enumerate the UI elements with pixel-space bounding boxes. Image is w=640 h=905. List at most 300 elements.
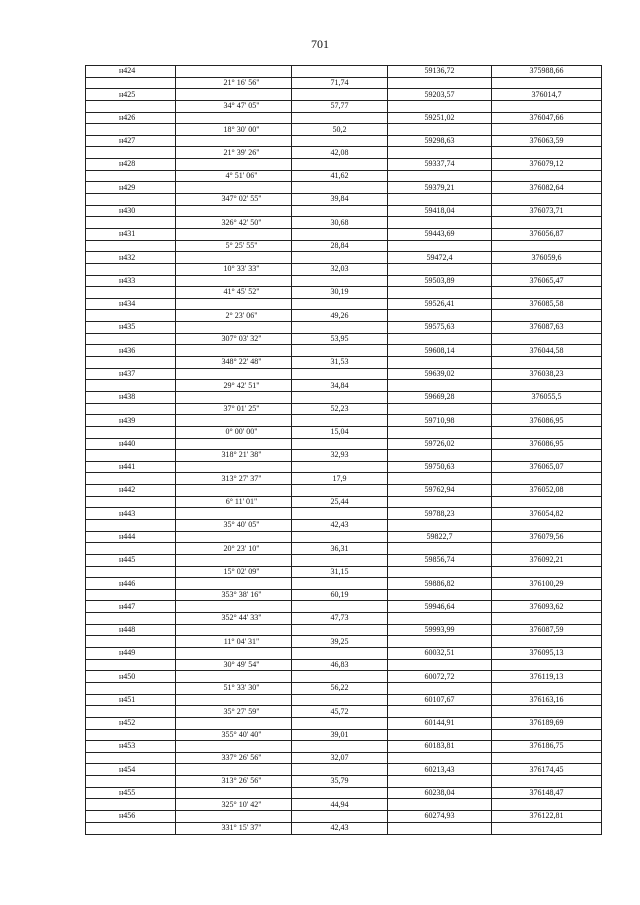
x-coordinate: 60238,04 — [388, 787, 492, 799]
segment-row — [86, 147, 602, 159]
empty-cell — [292, 438, 388, 450]
empty-cell — [176, 648, 292, 660]
point-id: н453 — [86, 741, 176, 753]
empty-cell — [176, 368, 292, 380]
segment-row — [86, 799, 602, 811]
segment-length: 30,68 — [292, 217, 388, 229]
point-row — [86, 112, 602, 124]
empty-cell — [176, 624, 292, 636]
point-row — [86, 694, 602, 706]
empty-cell — [176, 601, 292, 613]
x-coordinate: 59443,69 — [388, 228, 492, 240]
empty-cell — [492, 124, 602, 136]
empty-cell — [86, 380, 176, 392]
y-coordinate: 376044,58 — [492, 345, 602, 357]
x-coordinate: 60183,81 — [388, 741, 492, 753]
segment-row — [86, 240, 602, 252]
empty-cell — [292, 252, 388, 264]
segment-row — [86, 636, 602, 648]
segment-length: 71,74 — [292, 77, 388, 89]
empty-cell — [388, 822, 492, 834]
point-id: н430 — [86, 205, 176, 217]
empty-cell — [492, 659, 602, 671]
direction-angle: 11° 04' 31" — [176, 636, 292, 648]
empty-cell — [292, 624, 388, 636]
empty-cell — [388, 147, 492, 159]
direction-angle: 15° 02' 09" — [176, 566, 292, 578]
empty-cell — [292, 182, 388, 194]
segment-length: 31,53 — [292, 357, 388, 369]
empty-cell — [292, 461, 388, 473]
empty-cell — [388, 100, 492, 112]
x-coordinate: 59750,63 — [388, 461, 492, 473]
x-coordinate: 59503,89 — [388, 275, 492, 287]
segment-row — [86, 682, 602, 694]
empty-cell — [388, 403, 492, 415]
direction-angle: 331° 15' 37" — [176, 822, 292, 834]
point-id: н425 — [86, 89, 176, 101]
empty-cell — [86, 147, 176, 159]
empty-cell — [292, 322, 388, 334]
point-row — [86, 531, 602, 543]
point-id: н452 — [86, 717, 176, 729]
empty-cell — [388, 729, 492, 741]
empty-cell — [86, 473, 176, 485]
empty-cell — [492, 194, 602, 206]
point-id: н454 — [86, 764, 176, 776]
direction-angle: 307° 03' 32" — [176, 333, 292, 345]
segment-length: 50,2 — [292, 124, 388, 136]
empty-cell — [292, 787, 388, 799]
empty-cell — [176, 438, 292, 450]
empty-cell — [86, 566, 176, 578]
empty-cell — [86, 287, 176, 299]
empty-cell — [492, 147, 602, 159]
empty-cell — [492, 566, 602, 578]
empty-cell — [86, 613, 176, 625]
segment-row — [86, 450, 602, 462]
segment-row — [86, 287, 602, 299]
empty-cell — [492, 822, 602, 834]
empty-cell — [492, 357, 602, 369]
point-row — [86, 787, 602, 799]
empty-cell — [388, 426, 492, 438]
empty-cell — [492, 799, 602, 811]
y-coordinate: 376065,47 — [492, 275, 602, 287]
x-coordinate: 60072,72 — [388, 671, 492, 683]
empty-cell — [86, 194, 176, 206]
direction-angle: 51° 33' 30" — [176, 682, 292, 694]
point-id: н444 — [86, 531, 176, 543]
segment-length: 32,07 — [292, 752, 388, 764]
empty-cell — [492, 240, 602, 252]
empty-cell — [292, 485, 388, 497]
empty-cell — [176, 252, 292, 264]
empty-cell — [292, 694, 388, 706]
segment-length: 46,83 — [292, 659, 388, 671]
empty-cell — [176, 787, 292, 799]
empty-cell — [86, 240, 176, 252]
segment-length: 39,25 — [292, 636, 388, 648]
empty-cell — [492, 543, 602, 555]
point-row — [86, 624, 602, 636]
empty-cell — [292, 415, 388, 427]
segment-row — [86, 729, 602, 741]
x-coordinate: 59472,4 — [388, 252, 492, 264]
point-id: н450 — [86, 671, 176, 683]
x-coordinate: 59639,02 — [388, 368, 492, 380]
empty-cell — [292, 671, 388, 683]
empty-cell — [492, 613, 602, 625]
direction-angle: 5° 25' 55" — [176, 240, 292, 252]
empty-cell — [86, 496, 176, 508]
empty-cell — [176, 159, 292, 171]
empty-cell — [492, 217, 602, 229]
empty-cell — [86, 310, 176, 322]
empty-cell — [292, 391, 388, 403]
point-row — [86, 322, 602, 334]
empty-cell — [388, 566, 492, 578]
empty-cell — [86, 543, 176, 555]
x-coordinate: 60107,67 — [388, 694, 492, 706]
point-id: н432 — [86, 252, 176, 264]
empty-cell — [388, 310, 492, 322]
direction-angle: 352° 44' 33" — [176, 613, 292, 625]
segment-row — [86, 589, 602, 601]
empty-cell — [86, 799, 176, 811]
direction-angle: 353° 38' 16" — [176, 589, 292, 601]
direction-angle: 41° 45' 52" — [176, 287, 292, 299]
x-coordinate: 59993,99 — [388, 624, 492, 636]
x-coordinate: 59886,82 — [388, 578, 492, 590]
empty-cell — [492, 473, 602, 485]
y-coordinate: 376186,75 — [492, 741, 602, 753]
empty-cell — [292, 508, 388, 520]
segment-length: 28,84 — [292, 240, 388, 252]
y-coordinate: 376093,62 — [492, 601, 602, 613]
point-row — [86, 508, 602, 520]
direction-angle: 37° 01' 25" — [176, 403, 292, 415]
segment-length: 35,79 — [292, 776, 388, 788]
empty-cell — [292, 717, 388, 729]
point-row — [86, 415, 602, 427]
y-coordinate: 376095,13 — [492, 648, 602, 660]
point-row — [86, 485, 602, 497]
direction-angle: 4° 51' 06" — [176, 170, 292, 182]
empty-cell — [492, 729, 602, 741]
empty-cell — [86, 357, 176, 369]
segment-row — [86, 263, 602, 275]
empty-cell — [388, 496, 492, 508]
segment-row — [86, 752, 602, 764]
empty-cell — [492, 403, 602, 415]
empty-cell — [388, 124, 492, 136]
empty-cell — [176, 811, 292, 823]
direction-angle: 313° 27' 37" — [176, 473, 292, 485]
point-id: н446 — [86, 578, 176, 590]
page-number: 701 — [311, 37, 329, 51]
y-coordinate: 376086,95 — [492, 438, 602, 450]
empty-cell — [388, 589, 492, 601]
segment-length: 42,43 — [292, 519, 388, 531]
direction-angle: 30° 49' 54" — [176, 659, 292, 671]
x-coordinate: 59203,57 — [388, 89, 492, 101]
empty-cell — [176, 182, 292, 194]
empty-cell — [388, 77, 492, 89]
point-id: н439 — [86, 415, 176, 427]
direction-angle: 337° 26' 56" — [176, 752, 292, 764]
empty-cell — [388, 659, 492, 671]
x-coordinate: 60032,51 — [388, 648, 492, 660]
segment-row — [86, 426, 602, 438]
x-coordinate: 59418,04 — [388, 205, 492, 217]
empty-cell — [492, 636, 602, 648]
y-coordinate: 376079,56 — [492, 531, 602, 543]
direction-angle: 21° 39' 26" — [176, 147, 292, 159]
point-id: н426 — [86, 112, 176, 124]
y-coordinate: 376047,66 — [492, 112, 602, 124]
empty-cell — [492, 706, 602, 718]
empty-cell — [176, 485, 292, 497]
direction-angle: 10° 33' 33" — [176, 263, 292, 275]
empty-cell — [86, 217, 176, 229]
point-row — [86, 159, 602, 171]
empty-cell — [86, 659, 176, 671]
point-id: н442 — [86, 485, 176, 497]
point-id: н441 — [86, 461, 176, 473]
y-coordinate: 376122,81 — [492, 811, 602, 823]
empty-cell — [492, 776, 602, 788]
empty-cell — [388, 519, 492, 531]
y-coordinate: 376087,59 — [492, 624, 602, 636]
point-id: н455 — [86, 787, 176, 799]
empty-cell — [176, 205, 292, 217]
empty-cell — [492, 426, 602, 438]
x-coordinate: 59726,02 — [388, 438, 492, 450]
empty-cell — [388, 380, 492, 392]
y-coordinate: 376059,6 — [492, 252, 602, 264]
segment-length: 15,04 — [292, 426, 388, 438]
point-id: н456 — [86, 811, 176, 823]
y-coordinate: 376054,82 — [492, 508, 602, 520]
empty-cell — [176, 415, 292, 427]
empty-cell — [176, 228, 292, 240]
empty-cell — [176, 717, 292, 729]
empty-cell — [492, 77, 602, 89]
segment-length: 36,31 — [292, 543, 388, 555]
point-id: н427 — [86, 135, 176, 147]
segment-length: 52,23 — [292, 403, 388, 415]
segment-length: 42,08 — [292, 147, 388, 159]
segment-row — [86, 822, 602, 834]
x-coordinate: 59575,63 — [388, 322, 492, 334]
segment-row — [86, 357, 602, 369]
y-coordinate: 376189,69 — [492, 717, 602, 729]
y-coordinate: 376082,64 — [492, 182, 602, 194]
segment-row — [86, 566, 602, 578]
segment-length: 45,72 — [292, 706, 388, 718]
segment-row — [86, 659, 602, 671]
x-coordinate: 59710,98 — [388, 415, 492, 427]
segment-length: 39,84 — [292, 194, 388, 206]
direction-angle: 355° 40' 40" — [176, 729, 292, 741]
empty-cell — [388, 636, 492, 648]
x-coordinate: 59822,7 — [388, 531, 492, 543]
point-id: н445 — [86, 554, 176, 566]
x-coordinate: 59788,23 — [388, 508, 492, 520]
empty-cell — [388, 217, 492, 229]
direction-angle: 348° 22' 48" — [176, 357, 292, 369]
segment-length: 49,26 — [292, 310, 388, 322]
x-coordinate: 59608,14 — [388, 345, 492, 357]
y-coordinate: 376063,59 — [492, 135, 602, 147]
point-row — [86, 741, 602, 753]
segment-length: 25,44 — [292, 496, 388, 508]
point-row — [86, 391, 602, 403]
segment-length: 53,95 — [292, 333, 388, 345]
empty-cell — [388, 706, 492, 718]
x-coordinate: 59762,94 — [388, 485, 492, 497]
segment-row — [86, 776, 602, 788]
empty-cell — [176, 508, 292, 520]
empty-cell — [176, 298, 292, 310]
empty-cell — [86, 822, 176, 834]
empty-cell — [492, 496, 602, 508]
empty-cell — [176, 671, 292, 683]
y-coordinate: 376148,47 — [492, 787, 602, 799]
point-row — [86, 578, 602, 590]
empty-cell — [86, 426, 176, 438]
point-row — [86, 648, 602, 660]
point-row — [86, 252, 602, 264]
empty-cell — [492, 310, 602, 322]
y-coordinate: 376055,5 — [492, 391, 602, 403]
empty-cell — [292, 648, 388, 660]
point-id: н447 — [86, 601, 176, 613]
segment-length: 30,19 — [292, 287, 388, 299]
point-id: н437 — [86, 368, 176, 380]
empty-cell — [176, 741, 292, 753]
empty-cell — [86, 77, 176, 89]
empty-cell — [492, 519, 602, 531]
segment-row — [86, 613, 602, 625]
point-row — [86, 764, 602, 776]
empty-cell — [176, 391, 292, 403]
empty-cell — [388, 170, 492, 182]
point-id: н435 — [86, 322, 176, 334]
direction-angle: 35° 40' 05" — [176, 519, 292, 531]
point-id: н428 — [86, 159, 176, 171]
empty-cell — [176, 322, 292, 334]
segment-length: 34,84 — [292, 380, 388, 392]
empty-cell — [86, 100, 176, 112]
x-coordinate: 59337,74 — [388, 159, 492, 171]
segment-length: 41,62 — [292, 170, 388, 182]
point-id: н433 — [86, 275, 176, 287]
direction-angle: 34° 47' 05" — [176, 100, 292, 112]
point-row — [86, 461, 602, 473]
direction-angle: 21° 16' 56" — [176, 77, 292, 89]
empty-cell — [292, 275, 388, 287]
x-coordinate: 60213,43 — [388, 764, 492, 776]
empty-cell — [86, 170, 176, 182]
y-coordinate: 376085,58 — [492, 298, 602, 310]
segment-length: 39,01 — [292, 729, 388, 741]
point-row — [86, 298, 602, 310]
empty-cell — [292, 298, 388, 310]
empty-cell — [388, 263, 492, 275]
segment-row — [86, 217, 602, 229]
empty-cell — [176, 694, 292, 706]
segment-row — [86, 100, 602, 112]
empty-cell — [492, 450, 602, 462]
empty-cell — [388, 776, 492, 788]
point-row — [86, 205, 602, 217]
empty-cell — [292, 228, 388, 240]
point-row — [86, 811, 602, 823]
empty-cell — [292, 112, 388, 124]
empty-cell — [86, 706, 176, 718]
direction-angle: 313° 26' 56" — [176, 776, 292, 788]
y-coordinate: 376100,29 — [492, 578, 602, 590]
segment-row — [86, 194, 602, 206]
direction-angle: 2° 23' 06" — [176, 310, 292, 322]
empty-cell — [86, 403, 176, 415]
empty-cell — [292, 368, 388, 380]
empty-cell — [176, 531, 292, 543]
empty-cell — [388, 799, 492, 811]
point-row — [86, 182, 602, 194]
point-row — [86, 228, 602, 240]
segment-row — [86, 380, 602, 392]
x-coordinate: 59946,64 — [388, 601, 492, 613]
empty-cell — [492, 752, 602, 764]
segment-length: 47,73 — [292, 613, 388, 625]
direction-angle: 18° 30' 00" — [176, 124, 292, 136]
empty-cell — [176, 461, 292, 473]
empty-cell — [388, 543, 492, 555]
direction-angle: 318° 21' 38" — [176, 450, 292, 462]
x-coordinate: 59136,72 — [388, 66, 492, 78]
empty-cell — [492, 100, 602, 112]
empty-cell — [292, 135, 388, 147]
empty-cell — [292, 159, 388, 171]
empty-cell — [86, 636, 176, 648]
y-coordinate: 376163,16 — [492, 694, 602, 706]
empty-cell — [176, 764, 292, 776]
direction-angle: 20° 23' 10" — [176, 543, 292, 555]
y-coordinate: 376052,08 — [492, 485, 602, 497]
empty-cell — [388, 473, 492, 485]
empty-cell — [388, 240, 492, 252]
empty-cell — [86, 333, 176, 345]
empty-cell — [292, 345, 388, 357]
point-id: н429 — [86, 182, 176, 194]
point-row — [86, 717, 602, 729]
empty-cell — [86, 263, 176, 275]
empty-cell — [176, 135, 292, 147]
segment-length: 60,19 — [292, 589, 388, 601]
point-id: н438 — [86, 391, 176, 403]
x-coordinate: 59856,74 — [388, 554, 492, 566]
coordinates-table — [85, 65, 602, 835]
x-coordinate: 59526,41 — [388, 298, 492, 310]
point-id: н424 — [86, 66, 176, 78]
segment-row — [86, 170, 602, 182]
empty-cell — [388, 333, 492, 345]
direction-angle: 35° 27' 59" — [176, 706, 292, 718]
point-row — [86, 671, 602, 683]
